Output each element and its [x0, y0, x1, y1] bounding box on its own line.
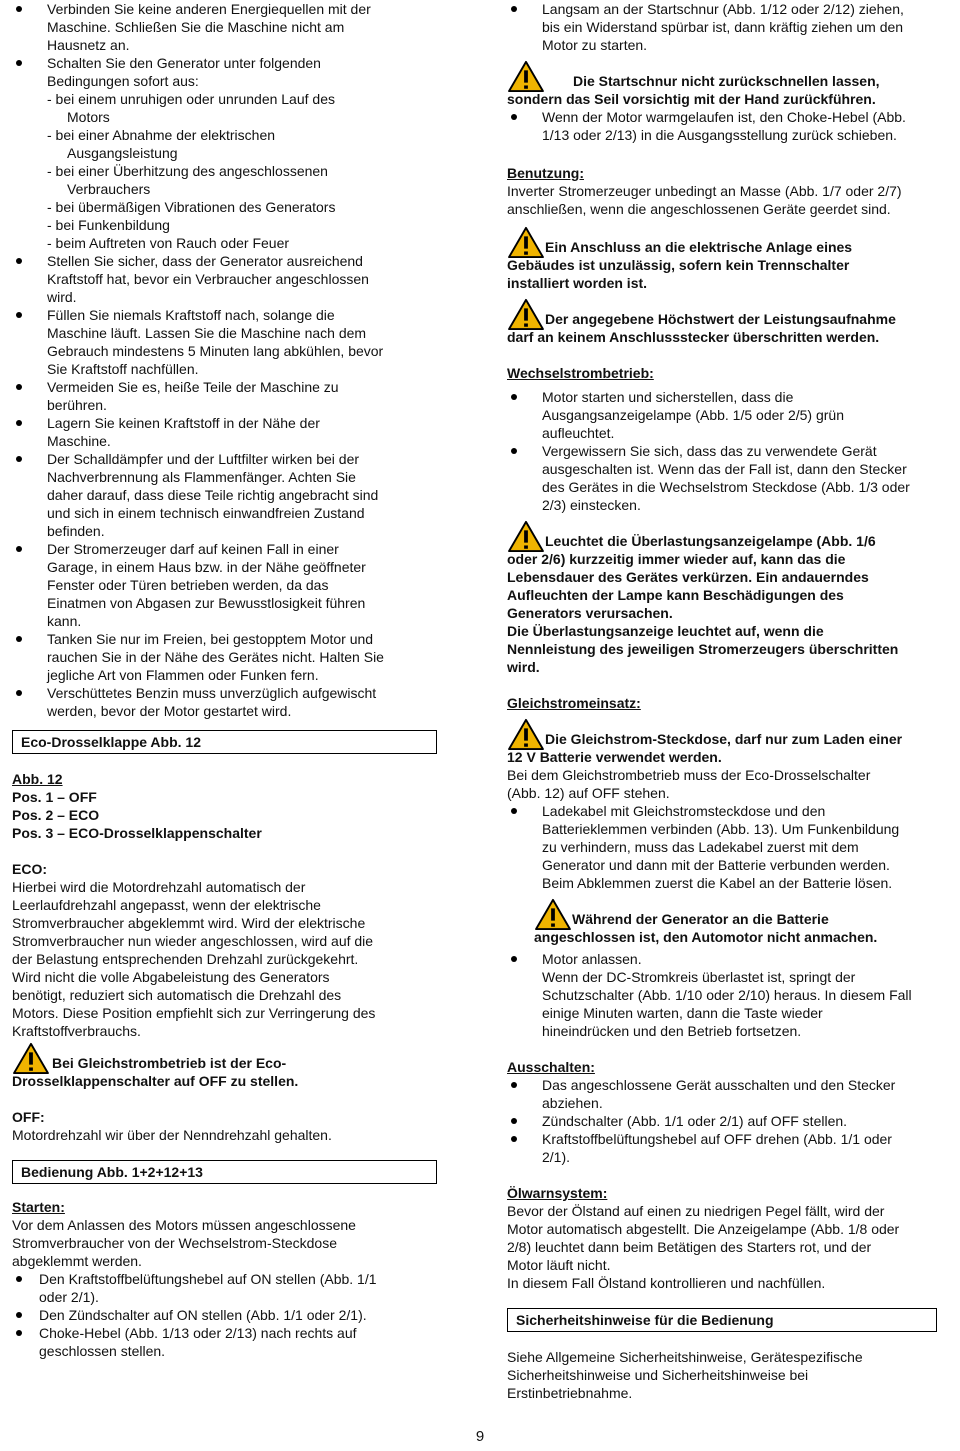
condition-item: - bei übermäßigen Vibrationen des Generators [47, 199, 336, 215]
bullet-item [12, 378, 437, 414]
text-line: Vergewissern Sie sich, dass das zu verwendete Gerät [542, 443, 877, 459]
text-line: Bevor der Ölstand auf einen zu niedrigen Pegel fällt, wird der [507, 1203, 885, 1219]
text-line: Bedingungen sofort aus: [47, 73, 199, 89]
off-heading: OFF: [12, 1109, 45, 1125]
bullet-item [12, 450, 437, 540]
bullet-item [12, 684, 437, 720]
text-line: 2/1). [542, 1149, 571, 1165]
condition-list [12, 90, 437, 252]
text-line: Ladekabel mit Gleichstromsteckdose und den [542, 803, 826, 819]
warning-text-line: Während der Generator an die Batterie [572, 911, 829, 927]
text-line: Hausnetz an. [47, 37, 130, 53]
text-line: hineindrücken und den Betrieb fortsetzen. [542, 1023, 802, 1039]
text-line: Vermeiden Sie es, heiße Teile der Maschine zu [47, 379, 339, 395]
text-line: Ausgangsanzeigelampe (Abb. 1/5 oder 2/5) grün [542, 407, 844, 423]
warning-text-line: oder 2/6) kurzzeitig immer wieder auf, kann das die [507, 551, 846, 567]
condition-item: - bei Funkenbildung [47, 217, 170, 233]
text-line: anschließen, wenn die angeschlossenen Geräte geerdet sind. [507, 201, 891, 217]
warning-text-line: angeschlossen ist, den Automotor nicht anmachen. [534, 929, 878, 945]
spacer [507, 292, 947, 310]
position-label: Pos. 2 – ECO [12, 807, 100, 823]
warning-text-line: Drosselklappenschalter auf OFF zu stellen. [12, 1073, 299, 1089]
spacer [12, 720, 437, 730]
text-line: werden, bevor der Motor gestartet wird. [47, 703, 292, 719]
spacer [12, 842, 437, 860]
warning-text-line: 12 V Batterie verwendet werden. [507, 749, 722, 765]
text-line: ausgeschalten ist. Wenn das der Fall ist, dann den Stecker [542, 461, 907, 477]
text-line: wird. [47, 289, 77, 305]
warning-text-line: Lebensdauer des Gerätes verkürzen. Ein andauerndes [507, 569, 869, 585]
bullet-item [12, 1324, 437, 1360]
warning-icon [507, 520, 545, 553]
warning-startschnur [507, 72, 947, 108]
text-line: Fenster oder Türen betrieben werden, da das [47, 577, 329, 593]
text-line: zu verhindern, muss das Ladekabel zuerst mit dem [542, 839, 859, 855]
warning-icon [507, 60, 545, 93]
text-line: Motor zu starten. [542, 37, 648, 53]
text-line: abziehen. [542, 1095, 603, 1111]
text-line: 2/8) leuchtet dann beim Betätigen des Starters rot, und der [507, 1239, 872, 1255]
warning-text-line: installiert worden ist. [507, 275, 648, 291]
warning-anschluss [507, 238, 947, 292]
bullet-item [12, 252, 437, 306]
text-line: rauchen Sie in der Nähe des Gerätes nicht. Halten Sie [47, 649, 384, 665]
text-line: Batterieklemmen verbinden (Abb. 13). Um Funkenbildung [542, 821, 900, 837]
bullet-item [12, 414, 437, 450]
warning-text-line: Die Überlastungsanzeige leuchtet auf, wenn die [507, 623, 824, 639]
text-line: Kraftstoffverbrauchs. [12, 1023, 141, 1039]
text-line: Das angeschlossene Gerät ausschalten und den Stecker [542, 1077, 896, 1093]
text-line: geschlossen stellen. [39, 1343, 166, 1359]
text-line: abgeklemmt werden. [12, 1253, 142, 1269]
text-line: Motor läuft nicht. [507, 1257, 611, 1273]
bullet-item [12, 540, 437, 630]
warning-text-line: Ein Anschluss an die elektrische Anlage eines [545, 239, 853, 255]
warning-text-line: Der angegebene Höchstwert der Leistungsaufnahme [545, 311, 896, 327]
left-column [12, 0, 437, 1360]
text-line: Erstinbetriebnahme. [507, 1385, 633, 1401]
text-line: Wird nicht die volle Abgabeleistung des Generators [12, 969, 330, 985]
text-line: Den Zündschalter auf ON stellen (Abb. 1/1 oder 2/1). [39, 1307, 367, 1323]
bullet-item [12, 0, 437, 54]
bullet-item [507, 1130, 947, 1166]
condition-item: Verbrauchers [67, 181, 151, 197]
text-line: befinden. [47, 523, 105, 539]
right-column [507, 0, 947, 1402]
text-line: Maschine läuft. Lassen Sie die Maschine nach dem [47, 325, 367, 341]
spacer [507, 1332, 947, 1348]
condition-item: Ausgangsleistung [67, 145, 178, 161]
text-line: Verschüttetes Benzin muss unverzüglich aufgewischt [47, 685, 377, 701]
text-line: Hierbei wird die Motordrehzahl automatisch der [12, 879, 306, 895]
spacer [507, 892, 947, 910]
text-line: Wenn der DC-Stromkreis überlastet ist, springt der [542, 969, 856, 985]
warning-text-line: Aufleuchten der Lampe kann Beschädigungen des [507, 587, 844, 603]
text-line: Schutzschalter (Abb. 1/10 oder 2/10) heraus. In diesem Fall [542, 987, 912, 1003]
warning-text-line: Die Gleichstrom-Steckdose, darf nur zum Laden einer [545, 731, 903, 747]
warning-text-line: Leuchtet die Überlastungsanzeigelampe (Abb. 1/6 [545, 533, 876, 549]
warning-ueberlast [507, 532, 947, 676]
condition-item: - bei einer Überhitzung des angeschlossenen [47, 163, 328, 179]
spacer [507, 144, 947, 164]
text-line: Motor anlassen. [542, 951, 642, 967]
text-line: benötigt, reduziert sich automatisch die Drehzahl des [12, 987, 342, 1003]
text-line: Sicherheitshinweise und Sicherheitshinweise bei [507, 1367, 809, 1383]
text-line: Lagern Sie keinen Kraftstoff in der Nähe der [47, 415, 320, 431]
page-number: 9 [475, 1428, 485, 1445]
warning-text-line: Die Startschnur nicht zurückschnellen lassen, [573, 73, 880, 89]
text-line: Bei dem Gleichstrombetrieb muss der Eco-Drosselschalter [507, 767, 871, 783]
text-line: oder 2/1). [39, 1289, 99, 1305]
text-line: Den Kraftstoffbelüftungshebel auf ON stellen (Abb. 1/1 [39, 1271, 377, 1287]
text-line: kann. [47, 613, 82, 629]
text-line: Motors. Diese Position empfiehlt sich zur Verringerung des [12, 1005, 376, 1021]
sicherheit-section-box: Sicherheitshinweise für die Bedienung [507, 1308, 937, 1332]
text-line: 2/3) einstecken. [542, 497, 641, 513]
bullet-item [12, 1270, 437, 1306]
text-line: Stromverbraucher von der Wechselstrom-Steckdose [12, 1235, 337, 1251]
warning-icon [534, 898, 572, 931]
abb12-label: Abb. 12 [12, 771, 63, 787]
off-text: Motordrehzahl wir über der Nenndrehzahl gehalten. [12, 1127, 332, 1143]
text-line: (Abb. 12) auf OFF stehen. [507, 785, 670, 801]
text-line: Motor starten und sicherstellen, dass die [542, 389, 794, 405]
warning-icon [12, 1042, 50, 1075]
text-line: einige Minuten warten, dann die Taste wieder [542, 1005, 823, 1021]
bullet-item [507, 950, 947, 1040]
eco-warning [12, 1054, 437, 1090]
text-line: Gebrauch mindestens 5 Minuten lang abkühlen, bevor [47, 343, 384, 359]
benutzung-heading: Benutzung: [507, 165, 584, 181]
spacer [507, 1292, 947, 1308]
starten-heading: Starten: [12, 1199, 65, 1215]
condition-item: - beim Auftreten von Rauch oder Feuer [47, 235, 290, 251]
text-line: Wenn der Motor warmgelaufen ist, den Choke-Hebel (Abb. [542, 109, 906, 125]
warning-text-line: sondern das Seil vorsichtig mit der Hand zurückführen. [507, 91, 876, 107]
text-line: Der Stromerzeuger darf auf keinen Fall in einer [47, 541, 339, 557]
oelwarnsystem-heading: Ölwarnsystem: [507, 1185, 608, 1201]
bullet-item [12, 306, 437, 378]
eco-section-box: Eco-Drosselklappe Abb. 12 [12, 730, 437, 754]
text-line: Kraftstoff hat, bevor ein Verbraucher angeschlossen [47, 271, 369, 287]
condition-item: Motors [67, 109, 110, 125]
warning-hoechstwert [507, 310, 947, 346]
text-line: Der Schalldämpfer und der Luftfilter wirken bei der [47, 451, 360, 467]
text-line: Tanken Sie nur im Freien, bei gestopptem Motor und [47, 631, 374, 647]
warning-text-line: Gebäudes ist unzulässig, sofern kein Trennschalter [507, 257, 850, 273]
text-line: Motor automatisch abgestellt. Die Anzeigelampe (Abb. 1/8 oder [507, 1221, 900, 1237]
text-line: Choke-Hebel (Abb. 1/13 oder 2/13) nach rechts auf [39, 1325, 357, 1341]
warning-icon [507, 718, 545, 751]
spacer [507, 712, 947, 730]
text-line: Kraftstoffbelüftungshebel auf OFF drehen (Abb. 1/1 oder [542, 1131, 892, 1147]
text-line: Zündschalter (Abb. 1/1 oder 2/1) auf OFF stellen. [542, 1113, 848, 1129]
text-line: Garage, in einem Haus bzw. in der Nähe geöffneter [47, 559, 366, 575]
bedienung-section-box: Bedienung Abb. 1+2+12+13 [12, 1160, 437, 1184]
text-line: jegliche Art von Flammen oder Funken fern. [47, 667, 319, 683]
text-line: aufleuchtet. [542, 425, 615, 441]
warning-automotor [534, 910, 947, 946]
spacer [507, 514, 947, 532]
warning-text-line: Generators verursachen. [507, 605, 673, 621]
spacer [12, 1040, 437, 1054]
spacer [507, 54, 947, 72]
warning-icon [507, 298, 545, 331]
gleich-heading: Gleichstromeinsatz: [507, 695, 641, 711]
spacer [12, 1144, 437, 1160]
text-line: des Gerätes in die Wechselstrom Steckdose (Abb. 1/3 oder [542, 479, 910, 495]
text-line: Sie Kraftstoff nachfüllen. [47, 361, 199, 377]
warning-text-line: darf an keinem Anschlussstecker überschritten werden. [507, 329, 880, 345]
text-line: der Belastung entsprechenden Drehzahl zurückgekehrt. [12, 951, 359, 967]
ausschalten-heading: Ausschalten: [507, 1059, 595, 1075]
text-line: In diesem Fall Ölstand kontrollieren und nachfüllen. [507, 1275, 826, 1291]
bullet-item [12, 54, 437, 90]
spacer [507, 218, 947, 238]
text-line: bis ein Widerstand spürbar ist, dann kräftig ziehen um den [542, 19, 904, 35]
text-line: daher darauf, dass diese Teile richtig angebracht sind [47, 487, 379, 503]
text-line: Leerlaufdrehzahl angepasst, wenn der elektrische [12, 897, 321, 913]
text-line: Stromverbraucher abgeklemmt wird. Wird der elektrische [12, 915, 366, 931]
bullet-item [12, 1306, 437, 1324]
text-line: Langsam an der Startschnur (Abb. 1/12 oder 2/12) ziehen, [542, 1, 904, 17]
bullet-item [507, 1112, 947, 1130]
condition-item: - bei einer Abnahme der elektrischen [47, 127, 276, 143]
warning-text-line: wird. [507, 659, 540, 675]
text-line: Schalten Sie den Generator unter folgenden [47, 55, 321, 71]
warning-text-line: Bei Gleichstrombetrieb ist der Eco- [52, 1055, 287, 1071]
spacer [12, 754, 437, 770]
warning-text-line: Nennleistung des jeweiligen Stromerzeugers überschritten [507, 641, 899, 657]
bullet-item [507, 802, 947, 892]
text-line: Inverter Stromerzeuger unbedingt an Masse (Abb. 1/7 oder 2/7) [507, 183, 902, 199]
wechsel-heading: Wechselstrombetrieb: [507, 365, 654, 381]
bullet-item [507, 0, 947, 54]
text-line: Nachverbrennung als Flammenfänger. Achten Sie [47, 469, 356, 485]
text-line: Siehe Allgemeine Sicherheitshinweise, Gerätespezifische [507, 1349, 863, 1365]
text-line: Maschine. [47, 433, 111, 449]
text-line: 1/13 oder 2/13) in die Ausgangsstellung zurück schieben. [542, 127, 897, 143]
bullet-item [507, 108, 947, 144]
bullet-item [507, 1076, 947, 1112]
bullet-item [507, 442, 947, 514]
text-line: Maschine. Schließen Sie die Maschine nicht am [47, 19, 345, 35]
condition-item: - bei einem unruhigen oder unrunden Lauf des [47, 91, 335, 107]
text-line: Stromverbraucher nun wieder angeschlossen, wird auf die [12, 933, 374, 949]
text-line: Beim Abklemmen zuerst die Kabel an der Batterie lösen. [542, 875, 893, 891]
bullet-item [12, 630, 437, 684]
bullet-item [507, 388, 947, 442]
text-line: Vor dem Anlassen des Motors müssen angeschlossene [12, 1217, 356, 1233]
text-line: berühren. [47, 397, 107, 413]
spacer [507, 346, 947, 364]
text-line: Generator und dann mit der Batterie verbunden werden. [542, 857, 890, 873]
eco-heading: ECO: [12, 861, 47, 877]
text-line: Verbinden Sie keine anderen Energiequellen mit der [47, 1, 371, 17]
position-label: Pos. 3 – ECO-Drosselklappenschalter [12, 825, 262, 841]
text-line: Einatmen von Abgasen zur Bewusstlosigkeit führen [47, 595, 366, 611]
text-line: Stellen Sie sicher, dass der Generator ausreichend [47, 253, 363, 269]
position-label: Pos. 1 – OFF [12, 789, 97, 805]
warning-gleichstrom [507, 730, 947, 766]
text-line: und sich in einem technisch einwandfreien Zustand [47, 505, 365, 521]
spacer [507, 1040, 947, 1058]
spacer [507, 1166, 947, 1184]
warning-icon [507, 226, 545, 259]
text-line: Füllen Sie niemals Kraftstoff nach, solange die [47, 307, 335, 323]
spacer [12, 1184, 437, 1198]
spacer [12, 1090, 437, 1108]
spacer [507, 676, 947, 694]
